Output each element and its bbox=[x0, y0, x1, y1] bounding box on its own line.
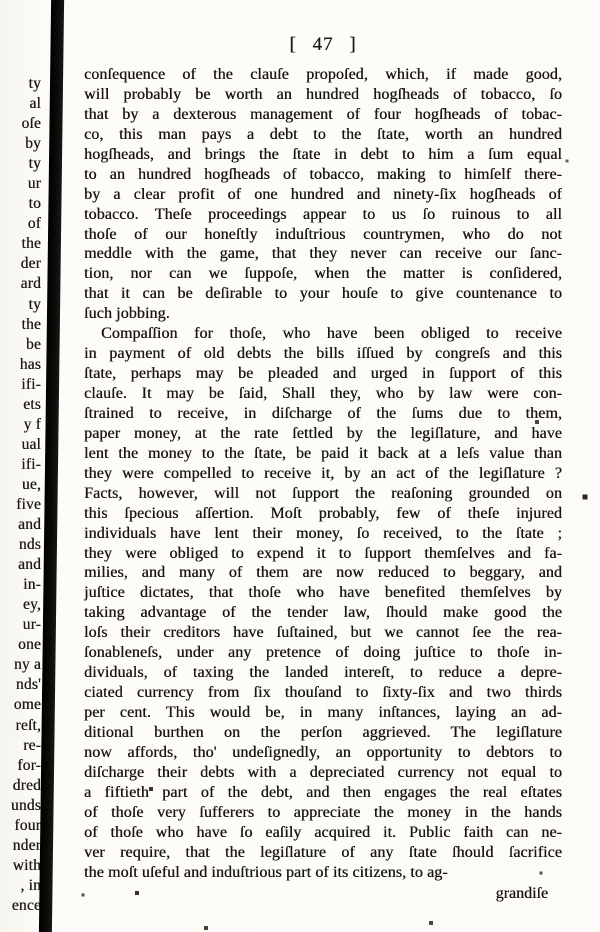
margin-fragment: dred bbox=[12, 776, 41, 794]
page-number: [ 47 ] bbox=[289, 34, 357, 55]
margin-fragment: ome bbox=[13, 696, 41, 714]
text-line: of thoſe who have ſo eaſily acquired it. Public faith can ne- bbox=[84, 823, 562, 841]
scan-noise-specks bbox=[0, 0, 2, 2]
text-line: loſs their creditors have ſuſtained, but we cannot ſee the rea- bbox=[84, 624, 562, 642]
margin-fragment: of bbox=[27, 215, 41, 233]
text-line: in payment of old debts the bills iſſued by congreſs and this bbox=[84, 345, 562, 363]
margin-fragment: , in bbox=[20, 876, 41, 894]
margin-fragment: der bbox=[20, 255, 41, 273]
text-line: conſequence of the clauſe propoſed, which, if made good, bbox=[84, 66, 562, 83]
text-line: ſtrained to receive, in diſcharge of the ſums due to them, bbox=[84, 404, 562, 422]
margin-fragment: nder bbox=[12, 836, 41, 854]
margin-fragment: and bbox=[18, 556, 41, 574]
margin-fragment: nds bbox=[18, 536, 41, 554]
text-line: paper money, at the rate ſettled by the legiſlature, and have bbox=[84, 424, 562, 442]
text-line: clauſe. It may be ſaid, Shall they, who by law were con- bbox=[84, 385, 562, 402]
margin-fragment: by bbox=[25, 135, 41, 153]
text-line: co, this man pays a debt to the ſtate, worth an hundred bbox=[84, 125, 562, 143]
margin-fragment: with bbox=[12, 856, 41, 874]
margin-fragment: and bbox=[18, 516, 41, 534]
margin-fragment: has bbox=[19, 355, 41, 373]
margin-fragment: oſe bbox=[21, 115, 41, 133]
text-line: ſtate, perhaps may be pleaded and urged in ſupport of this bbox=[84, 365, 562, 383]
margin-fragment: reſt, bbox=[15, 716, 41, 734]
margin-fragment: ual bbox=[21, 435, 41, 453]
text-line: that by a dexterous management of four hogſheads of tobac- bbox=[84, 105, 562, 123]
margin-fragment: ets bbox=[23, 395, 41, 413]
margin-fragment: ny a bbox=[13, 656, 41, 674]
text-line: tion, nor can we ſuppoſe, when the matter is conſidered, bbox=[84, 265, 562, 283]
text-line: will probably be worth an hundred hogſheads of tobacco, ſo bbox=[84, 85, 562, 103]
margin-fragment: y f bbox=[23, 415, 41, 433]
text-line: by a clear profit of one hundred and ninety-ſix hogſheads of bbox=[84, 185, 562, 203]
margin-fragment: al bbox=[29, 95, 41, 113]
text-line: ciated currency from ſix thouſand to ſixty-ſix and two thirds bbox=[84, 684, 562, 702]
catchword: grandiſe bbox=[495, 885, 548, 902]
margin-fragment: the bbox=[21, 315, 41, 333]
margin-fragment: the bbox=[21, 235, 41, 253]
margin-fragment: ur- bbox=[22, 616, 41, 634]
margin-fragment: four bbox=[14, 816, 41, 834]
text-line: ditional burthen on the perſon aggrieved. The legiſlature bbox=[84, 723, 562, 741]
text-line: now affords, tho' undeſignedly, an opportunity to debtors to bbox=[84, 743, 562, 761]
margin-fragment: be bbox=[25, 335, 41, 353]
margin-fragment: ty bbox=[28, 155, 41, 173]
text-line: meddle with the game, that they never can receive our ſanc- bbox=[84, 245, 562, 263]
text-line: dividuals, of taxing the landed intereſt, to reduce a depre- bbox=[84, 664, 562, 682]
margin-fragment: one bbox=[18, 636, 41, 654]
book-gutter-shadow bbox=[39, 0, 64, 932]
margin-fragment: ence bbox=[11, 896, 41, 914]
margin-fragment: ifi- bbox=[21, 455, 41, 473]
margin-fragment: in- bbox=[23, 576, 41, 594]
margin-fragment: five bbox=[16, 495, 41, 513]
margin-fragment: re- bbox=[23, 736, 41, 754]
text-line: that it can be deſirable to your houſe to give countenance to bbox=[84, 285, 562, 303]
text-line: of thoſe very ſufferers to appreciate the money in the hands bbox=[84, 803, 562, 821]
facing-page-fragments bbox=[0, 74, 41, 916]
text-line: hogſheads, and brings the ſtate in debt to him a ſum equal bbox=[84, 145, 562, 163]
margin-fragment: ue, bbox=[21, 475, 41, 493]
margin-fragment: to bbox=[28, 195, 41, 213]
text-line: a fiftieth part of the debt, and then engages the real eſtates bbox=[84, 783, 562, 801]
text-line: tobacco. Theſe proceedings appear to us ſo ruinous to all bbox=[84, 205, 562, 223]
margin-fragment: ifi- bbox=[21, 375, 41, 393]
text-line: lent the money to the ſtate, be paid it back at a leſs value than bbox=[84, 444, 562, 462]
text-line: they were obliged to expend it to ſupport themſelves and fa- bbox=[84, 544, 562, 562]
margin-fragment: ty bbox=[28, 75, 41, 92]
text-line: this ſpecious aſſertion. Moſt probably, few of theſe injured bbox=[84, 504, 562, 522]
margin-fragment: ty bbox=[28, 295, 41, 313]
body-lines bbox=[84, 66, 562, 883]
text-line: milies, and many of them are now reduced to beggary, and bbox=[84, 564, 562, 582]
text-line: to an hundred hogſheads of tobacco, making to himſelf there- bbox=[84, 165, 562, 183]
text-line: thoſe of our honeſtly induſtrious countrymen, who do not bbox=[84, 225, 562, 243]
margin-fragment: nds' bbox=[15, 676, 41, 694]
text-line: the moſt uſeful and induſtrious part of its citizens, to ag- bbox=[84, 863, 448, 881]
margin-fragment: for- bbox=[17, 756, 41, 774]
text-line: Facts, however, will not ſupport the reaſoning grounded on bbox=[84, 484, 562, 502]
margin-fragment: ur bbox=[27, 175, 41, 193]
text-line: ver require, that the legiſlature of any ſtate ſhould ſacrifice bbox=[84, 843, 562, 861]
margin-fragment: ey, bbox=[22, 596, 41, 614]
text-line: juſtice dictates, that thoſe who have benefited themſelves by bbox=[84, 584, 562, 602]
margin-fragment: unds bbox=[10, 796, 41, 814]
text-line: taking advantage of the tender law, ſhould make good the bbox=[84, 604, 562, 622]
text-line: Compaſſion for thoſe, who have been obliged to receive bbox=[101, 325, 562, 343]
text-line: per cent. This would be, in many inſtances, laying an ad- bbox=[84, 704, 562, 721]
text-line: individuals have lent their money, ſo received, to the ſtate ; bbox=[84, 524, 562, 542]
page-body bbox=[84, 0, 562, 932]
margin-fragment: ard bbox=[20, 275, 41, 293]
text-line: diſcharge their debts with a depreciated currency not equal to bbox=[84, 763, 562, 781]
text-line: ſuch jobbing. bbox=[84, 305, 170, 323]
text-line: they were compelled to receive it, by an act of the legiſlature ? bbox=[84, 464, 562, 482]
text-line: ſonableneſs, under any pretence of doing juſtice to thoſe in- bbox=[84, 644, 562, 662]
